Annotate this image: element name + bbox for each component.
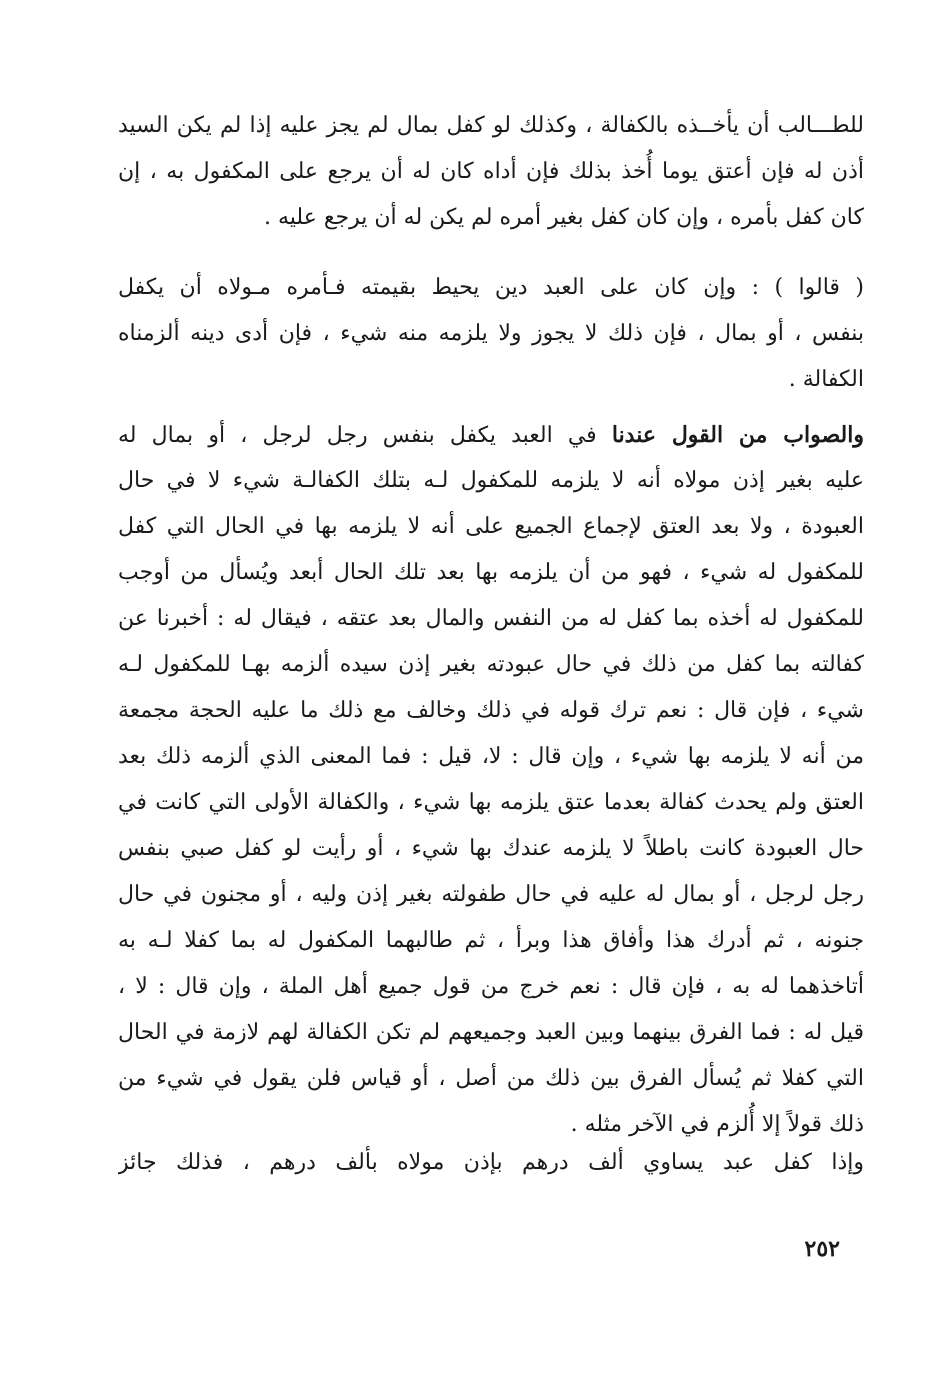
- paragraph-line: أذن له فإن أعتق يوما أُخذ بذلك فإن أداه كان له أن يرجع على المكفول به ، إن: [118, 159, 864, 184]
- paragraph-line: التي كفلا ثم يُسأل الفرق بين ذلك من أصل ، أو قياس فلن يقول في شيء من: [118, 1066, 864, 1091]
- paragraph-line: العبودة ، ولا بعد العتق لإجماع الجميع على أنه لا يلزمه بها في الحال التي كفل: [118, 514, 864, 539]
- paragraph-line: العتق ولم يحدث كفالة بعدما عتق يلزمه بها شيء ، والكفالة الأولى التي كانت في: [118, 790, 864, 815]
- paragraph-line: قيل له : فما الفرق بينهما وبين العبد وجميعهم لم تكن الكفالة لهم لازمة في الحال: [118, 1020, 864, 1045]
- paragraph-line: من أنه لا يلزمه بها شيء ، وإن قال : لا، قيل : فما المعنى الذي ألزمه ذلك بعد: [118, 744, 864, 769]
- paragraph-line: جنونه ، ثم أدرك هذا وأفاق هذا وبرأ ، ثم طالبهما المكفول له بما كفلا لـه به: [118, 928, 864, 953]
- paragraph-first-line: [118, 412, 864, 458]
- paragraph-4: [118, 1140, 864, 1186]
- paragraph-line: للمكفول له أخذه بما كفل له من النفس والمال بعد عتقه ، فيقال له : أخبرنا عن: [118, 606, 864, 631]
- paragraph-line: بنفس ، أو بمال ، فإن ذلك لا يجوز ولا يلزمه منه شيء ، فإن أدى دينه ألزمناه: [118, 321, 864, 346]
- paragraph-line: عليه بغير إذن مولاه أنه لا يلزمه للمكفول لـه بتلك الكفالـة شيء لا في حال: [118, 468, 864, 493]
- paragraph-lead-bold: والصواب من القول عندنا: [611, 422, 864, 448]
- paragraph-line: شيء ، فإن قال : نعم ترك قوله في ذلك وخالف مع ذلك ما عليه الحجة مجمعة: [118, 698, 864, 723]
- paragraph-line: الكفالة .: [788, 367, 864, 392]
- paragraph-line: وإذا كفل عبد يساوي ألف درهم بإذن مولاه بألف درهم ، فذلك جائز: [118, 1150, 864, 1175]
- paragraph-line: حال العبودة كانت باطلاً لا يلزمه عندك بها شيء ، أو رأيت لو كفل صبي بنفس: [118, 836, 864, 861]
- paragraph-line: للطـــالب أن يأخــذه بالكفالة ، وكذلك لو كفل بمال لم يجز عليه إذا لم يكن السيد: [118, 113, 864, 138]
- paragraph-line: كفالته بما كفل من ذلك في حال عبودته بغير إذن سيده ألزمه بهـا للمكفول لـه: [118, 652, 864, 677]
- paragraph-line: كان كفل بأمره ، وإن كان كفل بغير أمره لم يكن له أن يرجع عليه .: [264, 205, 864, 230]
- paragraph-line: ذلك قولاً إلا أُلزم في الآخر مثله .: [570, 1112, 864, 1137]
- paragraph-line: ( قالوا ) : وإن كان على العبد دين يحيط بقيمته فـأمره مـولاه أن يكفل: [118, 275, 864, 300]
- paragraph-1: [118, 103, 864, 241]
- paragraph-line-rest: في العبد يكفل بنفس رجل لرجل ، أو بمال له: [118, 423, 612, 448]
- paragraph-2: [118, 265, 864, 403]
- page-number: ٢٥٢: [804, 1236, 840, 1262]
- paragraph-line: أتاخذهما له به ، فإن قال : نعم خرج من قول جميع أهل الملة ، وإن قال : لا ،: [118, 974, 864, 999]
- paragraph-3: [118, 412, 864, 1148]
- paragraph-line: للمكفول له شيء ، فهو من أن يلزمه بها بعد تلك الحال أبعد ويُسأل من أوجب: [118, 560, 864, 585]
- paragraph-line: رجل لرجل ، أو بمال له عليه في حال طفولته بغير إذن وليه ، أو مجنون في حال: [118, 882, 864, 907]
